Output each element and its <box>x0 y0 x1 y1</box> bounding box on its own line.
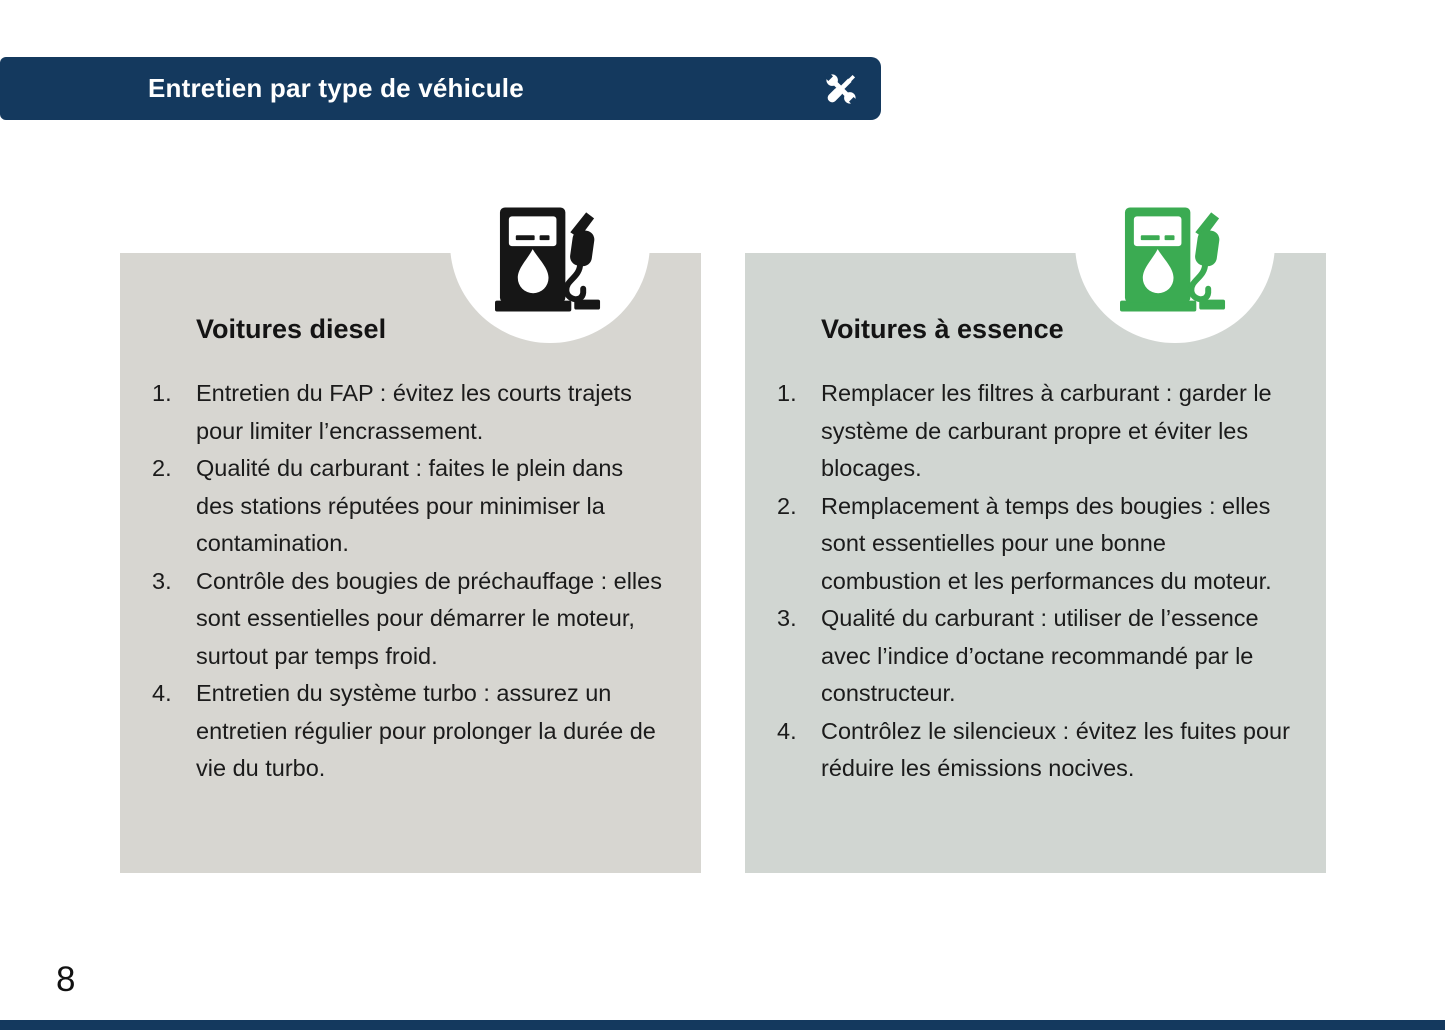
page-title: Entretien par type de véhicule <box>148 73 524 103</box>
maintenance-list <box>777 375 1293 788</box>
tools-icon <box>821 69 861 109</box>
card-diesel <box>120 253 701 873</box>
list-item-text: Entretien du FAP : évitez les courts trajets pour limiter l’encrassement. <box>196 380 632 444</box>
list-item <box>152 450 668 563</box>
footer-bar <box>0 1020 1445 1030</box>
list-item <box>152 675 668 788</box>
fuel-pump-icon <box>1120 205 1230 315</box>
list-item-number: 1. <box>152 380 172 406</box>
fuel-pump-icon <box>495 205 605 315</box>
list-item-number: 4. <box>152 680 172 706</box>
list-item <box>777 488 1293 601</box>
list-item-text: Remplacement à temps des bougies : elles sont essentielles pour une bonne combustion et les performances du moteur. <box>821 492 1272 594</box>
card-title: Voitures diesel <box>196 314 387 344</box>
list-item-number: 3. <box>152 567 172 594</box>
list-item-number: 1. <box>777 380 797 406</box>
section-header-bar <box>0 57 881 120</box>
list-item-number: 2. <box>777 492 797 519</box>
card-essence <box>745 253 1326 873</box>
list-item-text: Qualité du carburant : utiliser de l’essence avec l’indice d’octane recommandé par le constructeur. <box>821 605 1259 706</box>
list-item-number: 2. <box>152 455 172 481</box>
list-item <box>777 375 1293 488</box>
list-item <box>152 563 668 676</box>
list-item-number: 4. <box>777 717 797 744</box>
list-item-number: 3. <box>777 605 797 631</box>
list-item <box>777 713 1293 788</box>
card-title: Voitures à essence <box>821 314 1064 344</box>
page-number: 8 <box>56 960 76 999</box>
list-item <box>777 600 1293 713</box>
list-item-text: Remplacer les filtres à carburant : garder le système de carburant propre et éviter les blocages. <box>821 380 1272 481</box>
list-item-text: Qualité du carburant : faites le plein dans des stations réputées pour minimiser la contamination. <box>196 455 624 556</box>
list-item-text: Entretien du système turbo : assurez un entretien régulier pour prolonger la durée de vie du turbo. <box>196 680 656 781</box>
list-item-text: Contrôle des bougies de préchauffage : elles sont essentielles pour démarrer le moteur, surtout par temps froid. <box>196 567 662 669</box>
maintenance-list <box>152 375 668 788</box>
list-item-text: Contrôlez le silencieux : évitez les fuites pour réduire les émissions nocives. <box>821 717 1290 781</box>
list-item <box>152 375 668 450</box>
